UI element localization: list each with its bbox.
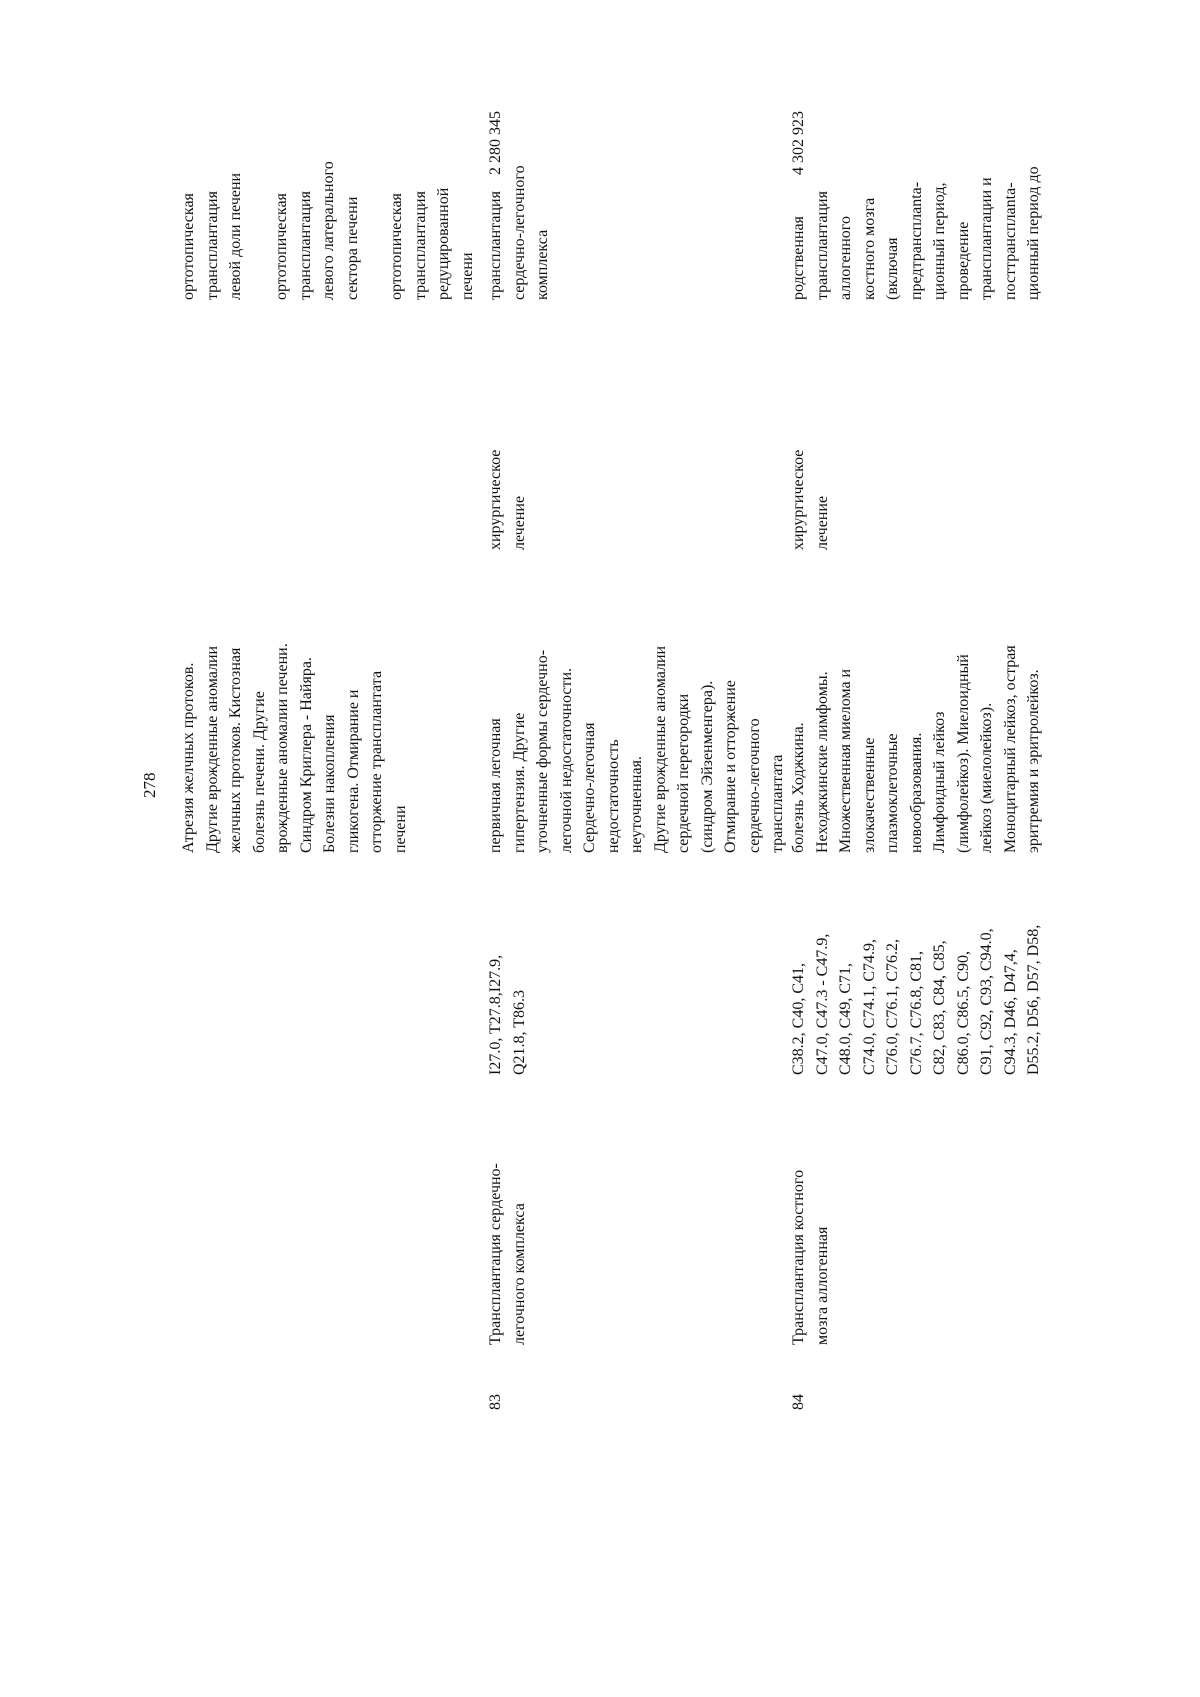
row-84-number: 84 bbox=[790, 1394, 807, 1410]
row-83-number: 83 bbox=[487, 1394, 504, 1410]
page-number: 278 bbox=[140, 772, 159, 798]
row-84-name: Трансплантация костного мозга аллогенная bbox=[790, 1169, 831, 1345]
row-84-treatment-type: хирургическое лечение bbox=[790, 449, 831, 550]
row-84-codes: C38.2, C40, C41, C47.0, C47.3 - C47.9, C48.0, C49, C71, C74.0, C74.1, C74.9, C76.0, C76.1, C76.2, C76.7, C76.8, C81, C82, C83, C84, C85, C86.0, C86.5, C90, C91, C92, C93, C94.0, C94.3, D46, D47,4, D55.2, D56, D57, D58, bbox=[790, 924, 1042, 1075]
continuation-method-1: ортотопическая трансплантация левой доли печени bbox=[180, 172, 244, 300]
row-84-diagnosis: болезнь Ходжкина. Неходжкинские лимфомы. Множественная миелома и злокачественные плазмоклеточные новообразования. Лимфоидный лейкоз (лимфолейкоз). Миелоидный лейкоз (миелолейкоз). Моноцитарный лейкоз, острая эритремия и эритролейкоз. bbox=[790, 645, 1042, 853]
row-84-method: родственная трансплантация аллогенного костного мозга (включая предтрансплanta- ционный период, проведение трансплантации и посттрансплanta- ционный период до bbox=[790, 166, 1042, 300]
row-83-name: Трансплантация сердечно- легочного комплекса bbox=[487, 1163, 528, 1345]
continuation-diagnosis: Атрезия желчных протоков. Другие врожденные аномалии желчных протоков. Кистозная болезнь печени. Другие врожденные аномалии печени. Синдром Криглера - Найяра. Болезни накопления гликогена. Отмирание и отторжение трансплантата печени bbox=[180, 643, 409, 853]
row-83-treatment-type: хирургическое лечение bbox=[487, 449, 528, 550]
continuation-method-3: ортотопическая трансплантация редуцированной печени bbox=[388, 187, 476, 300]
continuation-method-2: ортотопическая трансплантация левого латерального сектора печени bbox=[273, 161, 361, 300]
row-83-codes: I27.0, T27.8,I27.9, Q21.8, T86.3 bbox=[487, 954, 528, 1075]
row-83-cost: 2 280 345 bbox=[487, 111, 504, 175]
row-83-method: трансплантация сердечно-легочного комплекса bbox=[487, 165, 551, 300]
row-84-cost: 4 302 923 bbox=[790, 111, 807, 175]
row-83-diagnosis: первичная легочная гипертензия. Другие уточненные формы сердечно- легочной недостаточности. Сердечно-легочная недостаточность неуточненная. Другие врожденные аномалии сердечной перегородки (синдром Эйзенменгера). Отмирание и отторжение сердечно-легочного трансплантата bbox=[487, 645, 786, 853]
